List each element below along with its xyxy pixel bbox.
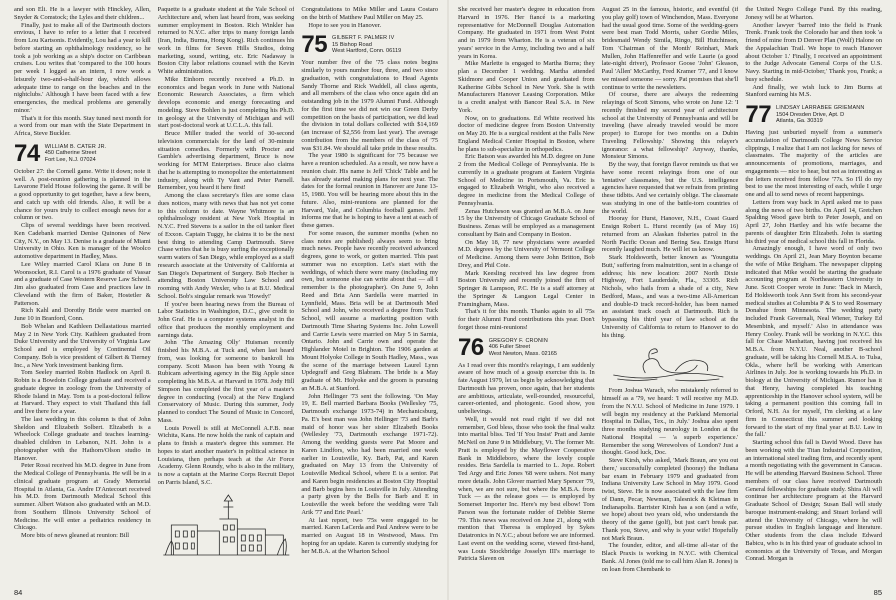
swan-sketch-drawing — [602, 343, 739, 383]
paragraph: As I read over this month's relayings, I am suddenly aware of how much of a gossip exercise this is. In fate August 1979, let us begin by acknowledging that Dartmouth has proven, once again, that her students are ambitious, articulate, well-rounded, resourceful, career-oriented, and photogenic. Good show, you unbelievings. — [458, 361, 595, 415]
paragraph: Mike Einhorn recently received a Ph.D. in economics and began work in June with National Economic Research Associates, a firm which develops economic and energy forecasting and modeling. Steve Bohlen is just completing his Ph.D. in geology at the University of Michigan and will start post-doctoral work at U.C.L.A. this fall. — [157, 75, 295, 130]
page-number-left: 84 — [14, 588, 23, 597]
paragraph: The founder, editor, and all-time all-star of the Black Praxis is working in N.Y.C. with Chemical Bank. Al Jones (told me to call him Alan R. Jones) is on loan from Chembank to — [601, 542, 739, 573]
right-page — [448, 0, 896, 600]
class-year-number: 76 — [458, 333, 484, 361]
secretary-city: West Hartford, Conn. 06119 — [332, 48, 402, 55]
class-entry-74 — [14, 139, 151, 167]
paragraph: She received her master's degree in education from Harvard in 1976. Her fiancé is a marketing representative for McDonnell Douglas Automation Company. He graduated in 1971 from West Point and in 1979 from Wharton. He is a veteran of six years' service in the Army, including two and a half years in Korea. — [458, 6, 595, 60]
right-column-3 — [745, 6, 882, 592]
paragraph: Rich Kahl and Dorothy Bride were married on June 10 in Branford, Conn. — [14, 307, 151, 322]
paragraph: That's it for this month. Thanks again to all '75s for their Alumni Fund contributions this year. Don't forget those mini-reunions! — [458, 308, 595, 331]
paragraph: Mark Keesling received his law degree from Boston University and recently joined the firm of Springer & Lampson, P.C. He is a staff attorney at the Springer & Langson Legal Center in Framingham, Mass. — [458, 269, 595, 308]
paragraph: Steve Kirsh, who asked, 'Mark Braun, are you out there,' successfully completed (hooray) the Indiana bar exam in February 1979 and graduated from Indiana University Law School in May 1979. Good twist, Steve. He is now associated with the law firm of Dann, Pecar, Newman, Talesnick & Kleiman in Indianapolis. Barrister Kirsh has a son (and a wife, we hope) about two years old, who understands the theory of the game (golf), but just can't break par. Thank you, Steve, and why is your wife! Hopefully not Mark Braun. — [601, 457, 739, 542]
secretary-street: 450 Catherine Street — [44, 150, 97, 157]
paragraph: Your number five of the '75 class notes begins similarly to yours number four, three, and two since graduation, with congratulations to Head Agents Sandy Thorne and Rick Waddell, all class agents, and all members of the class who once again did an outstanding job in the 1979 Alumni Fund. Although for the first time we did not win our Green Derby competition on the basis of participation, we did lead the division in total dollars collected with $14,169 (an increase of $2,556 from last year). The average contribution from the members of the class of '75 was $31.84. We should all take pride in these results. — [301, 59, 439, 152]
paragraph: Amazingly enough, I have word of only two weddings. On April 21, Jean Mary Boynton became the wife of Mike Brigham. The newspaper clipping indicated that Mike would be starting the graduate accounting program at Northeastern University in June. Scott Cooper wrote in June: 'Back in March, Ed Holdsworth took Ann Swit from his second-year medical studies at Columbia P & S to wed Rosemary Donahue from Minnesota. The wedding party included Frank Governali, Neal Wiener, Turkey Ed Mesenbink, and myself.' Also in attendance was Henry Cooley. Frank will be working in N.Y.C. this fall for Chase Manhattan, having just received his M.B.A. from N.Y.U. Neal, another B-school graduate, will be taking his Cornell M.B.A. to Tulsa, Okla., where he'll be working with American Airlines in July. Joe is working towards his Ph.D. in biology at the University of Michigan. Rumor has it that Henry, having completed his teaching apprenticeship in the Hanover school system, will be taking a permanent position this coming fall in Orford, N.H. As for myself, I'm clerking at a law firm in Connecticut this summer and looking forward to the start of my final year at B.U. Law in the fall.' — [745, 245, 883, 439]
paragraph: By the way, that foreign flavor reminds us that we have some recent relayings from one of our 'tentative' classmates, but the U.S. intelligence agencies have requested that we refrain from printing these tidbits. And we certainly oblige. The classmate was studying in one of the battle-torn countries of the world. — [601, 161, 739, 215]
paragraph: The year 1980 is significant for '75 because we have a reunion scheduled. As a result, we now have a reunion chair. His name is Jeff 'Chick' Table and he has already started making plans for next year. The dates for the formal reunion in Hanover are June 13-15, 1980. You will be hearing more about this in the future. Also, mini-reunions are planned for the Harvard, Yale, and Columbia football games. Jeff informs me that he is hoping to have a tent at each of these games. — [301, 152, 439, 229]
paragraph: More bits of news gleaned at reunion: Bill — [21, 532, 130, 539]
paragraph: Well, it would not read right if we did not remember, God bless, those who took the final waltz into marital bliss. Ted 'If You Insist' Pratt and Jamie McNeil on June 9 in Middlebury, Vt. The former Mr. Pratt is employed by the Mayflower Cooperative Bank in Middleboro, where the lovely couple resides. Bria Sardella is married to L. Jope. Robert Ted Argy and Eric Jones '68 were ushers. Not many more details. John Glover married Mary Spencer '79, when, we are not sure, but where the M.B.A. from Tuck — as the release goes — is employed by Somerset Importer Inc. Here's my best elbow! Tom Parson was the fortunate rudder of Debbie Sterne '79. This news was received on June 21, along with mention that Theresa is employed by Sykes Datatronics in N.Y.C.; about before we are informed. Last event on the wedding scene, viewed first-hand, was Louis Stockbridge Josselyn III's marriage to Patricia Slaven on — [458, 415, 595, 563]
paragraph: Starting school this fall is David Wood. Dave has been working with the Titan Industrial Corporation, an international steel trading firm, and recently spent a month negotiating with the government in Caracas. He will be attending Harvard Business School. Three members of our class have received Dartmouth General fellowships for graduate study. Shira Ali will continue her architecture program at the Harvard Graduate School of Design; Susan Ball will study baroque instrument-making; and Stuart Iorland will attend the University of Chicago, where he will pursue studies in English language and literature. Other students from the class include Edward Babicu, who is in his third year of graduate school in economics at the University of Texas, and Morgan Conrad. Morgan is — [745, 439, 883, 563]
left-column-1 — [14, 6, 151, 592]
paragraph: Bruce Miller traded the world of 30-second television commercials for the land of 30-minute situation comedies. Formerly with Procter and Gamble's advertising department, Bruce is now working for MTM Enterprises. Bruce also claims that he is attempting to monopolize the entertainment industry, along with Ty Vant and Peter Parnell. Remember, you heard it here first! — [157, 130, 295, 192]
paragraph: That's it for this month. Stay tuned next month for a word from our man with the State Department in Africa, Steve Buckler. — [14, 114, 151, 137]
paragraph: Finally, just to make all of the Dartmouth doctors envious, I have to refer to a letter that I received from Lou Kartsonis. Evidently, Lou had a year to kill before starting an ophthalmology residency, so he took a job working as a ship's doctor on Caribbean cruises. Lou writes that 'compared to the 100 hours per week I logged as an intern, I now work a leisurely two-and-a-half-hour day, which allows adequate time to range on the beaches and in the nightclubs.' Although I have been faced with a few emergencies, the medical problems are generally minor.' — [14, 21, 151, 114]
secretary-name: WILLIAM B. CATER JR. — [44, 143, 107, 150]
secretary-city: Atlanta, Ga. 30319 — [776, 118, 823, 125]
right-column-1 — [458, 6, 595, 592]
secretary-city: Fort Lee, N.J. 07024 — [44, 156, 96, 163]
paragraph: August 25 in the famous, historic, and eventful (if you play golf) town of Winchendon, Mass. Everyone had the usual good time. Some of the wedding-goers were best man Todd Morris, usher Gordie Miles, bridesmaid Wendy Simila, Ringo, Bill Hutchinson, Tom 'Chairman of the Month' Reinhart, Mark Mullen, John Haffenreffer and wife Laurie (a good late-night driver), Professor Goose 'John' Gleason, Paul 'Allen' McCarthy, Fred Kramer '77, and I know we missed someone — sorry. Pat promises that she'll continue to write the newsletters. — [601, 6, 739, 91]
secretary-name: GREGORY F. CRONIN — [488, 337, 548, 344]
swan-sketch-illustration — [602, 343, 739, 383]
paragraph: Congratulations to Mike Miller and Laura Costaro on the birth of Matthew Paul Miller on May 25. — [301, 6, 439, 21]
paragraph: Mike Marlette is engaged to Martha Burns; they plan a December 1 wedding. Martha attended Skidmore and Cooper Union and graduated from Katherine Gibbs School in New York. She is with Manufacturers Hanover Leasing Corporation. Mike is a credit analyst with Bancor Real S.A. in New York. — [458, 60, 595, 114]
paragraph: On May 18, 77 new physicians were awarded M.D. degrees by the University of Vermont College of Medicine. Among them were John Britton, Bob Drey, and Phil Cote. — [458, 238, 595, 269]
paragraph: Among the class secretary's files are some class dues notices, many with news that has not yet come to this column to date. Wayne Whitmore is an ophthalmology resident at New York Hospital in N.Y.C. Fred Stevens is a sailor in the oil tanker fleet of Exxon. Captain Tuggy, he claims it to be the next best thing to attending Camp Dartmouth. Steve Chase writes that he is busy surfing the exceptionally warm waters of San Diego, while employed as a staff research associate at the University of California at San Diego's Department of Surgery. Bob Hecher is attending Boston University Law School and rooming with Andy Wexler, who is at B.U. Medical School. Bob's singular remark was 'Howdy!' — [157, 192, 295, 300]
secretary-street: 406 Fuller Street — [488, 344, 531, 351]
class-year-number: 74 — [14, 139, 40, 167]
right-column-2 — [602, 6, 739, 592]
paragraph: Eric Batson was awarded his M.D. degree on June 2 from the Medical College of Pennsylvania. He is currently in a graduate program at Eastern Virginia School of Medicine in Portsmouth, Va. Eric is engaged to Elizabeth Wright, who also received a degree in medicine from the Medical College of Pennsylvania. — [458, 153, 595, 207]
building-sketch-illustration — [158, 491, 295, 561]
secretary-name: LINDSAY LARRABEE GRIEMANN — [776, 105, 865, 111]
paragraph: At last report, two '75s were engaged to be married. Karen LaCerda and Paul Andrew were to be married on August 18 in Westwood, Mass. I'm hoping for an update. Karen is currently studying for her M.B.A. at the Wharton School — [301, 516, 439, 555]
class-secretary-address — [332, 34, 401, 55]
paragraph: Lee Wiley married Carol Klara on June 8 in Woonsocket, R.I. Carol is a 1976 graduate of Vassar and a graduate of Case Western Reserve Law School. Jim also graduated from Case and practices law in Cleveland with the firm of Baker, Hostetler & Patterson. — [14, 260, 151, 307]
class-secretary-address — [45, 143, 107, 164]
left-column-3 — [301, 6, 438, 592]
paragraph: If you've been hearing news from the Bureau of Labor Statistics in Washington, D.C., give credit to John Graf. He is a computer systems analyst in the office that produces the monthly employment and earnings data. — [157, 300, 295, 339]
paragraph: Hope to see you in Hanover. — [308, 21, 382, 29]
building-sketch-drawing — [158, 491, 295, 561]
secretary-street: 1504 Dresden Drive, Apt. D — [776, 111, 845, 118]
class-entry-77 — [745, 101, 882, 128]
class-entry-76 — [458, 333, 595, 361]
paragraph: Stark Holdsworth, better known as 'Youngutta Butt,' suffering from malnutrition, sent in a change of address; his new location: 2007 North Dixie Highway, Fort Lauderdale, Fla., 33305. Rich Nichols, who hails from a shade of a city, New Bedford, Mass., and was a two-time All-American and double-D track record-holder, has been named an assistant track coach at Dartmouth. Rich is bypassing his third year of law school at the University of California to return to Hanover to do his thing. — [601, 254, 739, 339]
class-year-number: 75 — [301, 31, 328, 59]
paragraph: and son Eli. He is a lawyer with Hinckley, Allen, Snyder & Comstock; the Lyles and their children... — [14, 6, 151, 21]
paragraph: Hooray for Hurst, Hanover, N.H., Coast Guard Ensign Robert L. Hurst recently (as of May 16) returned from an Alaskan fisheries patrol in the North Pacific Ocean and Bering Sea. Ensign Hurst recently laughed much. He will let us know. — [601, 215, 739, 254]
paragraph: Bob Whelan and Kathleen Dellastatious married May 2 in New York City. Kathleen graduated from Duke University and the University of Virginia Law School and is employed by Continental Oil Company. Bob is vice president of Gilbert & Tierney Inc., a New York investment banking firm. — [14, 322, 151, 369]
paragraph: Now, on to graduations. Ed White received his doctor of medicine degree from Boston University on May 20. He is a surgical resident at the Falls New England Medical Center Hospital in Boston, where he plans to sub-specialize in orthopedics. — [458, 114, 595, 153]
paragraph: For some reason, the summer months (when no class notes are published) always seem to bring much news. People have recently received advanced degrees, gone to work, or gotten married. This past summer was no exception. Let's start with the weddings, of which there were many (including my own, but someone else can write about that — all I remember is the photographer). On June 9, John Reed and Bria Ann Sardella were married in Lynnfield, Mass. Bria will be at Dartmouth Med School and John, who received a degree from Tuck School, will assume a marketing position with Dartmouth Time Sharing Systems Inc. John Lowell and Carrie Lewis were married on May 5 in Sarnia, Ontario. John and Carrie own and operate the Highlander Motel in Brighton. The 1906 garden at Mount Holyoke College in South Hadley, Mass., was the scene of the marriage between Laurel Lynn Updegraff and Greg Blabram. The bride is a May graduate of Mt. Holyoke and the groom is pursuing an M.B.A. at Stanford. — [301, 229, 439, 392]
paragraph: Tom Seeley married Robin Hadlock on April 8. Robin is a Bowdoin College graduate and received a graduate degree in zoology from the University of Rhode Island in May. Tom is a post-doctoral fellow at Harvard. They expect to visit Thailand this fall and live there for a year. — [14, 369, 151, 415]
class-year-number: 77 — [745, 101, 772, 128]
secretary-street: 15 Bishop Road — [332, 41, 372, 48]
paragraph: October 27: the Cornell game. Write it down; note it well. A post-reunion gathering is planned in the Lavarone Field House following the game. It will be a good opportunity to get together, have a few beers, and catch up with old friends. Also, it will be a chance for yours truly to collect enough news for a column or two. — [14, 167, 151, 222]
paragraph: Of course, there are always the redeeming relayings of Scott Simons, who wrote on June 12: 'I recently finished my second year of architecture school at the University of Pennsylvania and will be traveling (have already traveled would be more proper) to Europe for two months on a Dubin Traveling Fellowship.' Showing this relayer's ignorance: a what fellowship? Anyway, thanks, Monsieur Simons. — [601, 91, 739, 161]
paragraph: Louis Powell is still at McConnell A.F.B. near Wichita, Kans. He now holds the rank of captain and plans to finish a master's degree this summer. He hopes to start another master's in political science in Louisiana, then perhaps teach at the Air Force Academy. Glenn Roundy, who is also in the military, is now a captain at the Marine Corps Recruit Depot on Parris Island, S.C. — [157, 424, 295, 486]
paragraph: the United Negro College Fund. By this reading, Jonesy will be at Wharton. — [745, 6, 883, 21]
page-number-right: 85 — [873, 588, 882, 597]
paragraph: Another lawyer 'barred' into the field is Frank Trenk. Frank took the Colorado bar and then took 'a friend of mine from D Denver Plan (Wolf) Halone on the Appalachian Trail. We hope to reach Hanover about October 1.' Finally, I received an appointment to the Judge Advocate General Corps of the U.S. Navy. Starting in mid-October,' Thank you, Frank; a busy schedule. — [745, 21, 883, 83]
paragraph: Peter Rossi received his M.D. degree in June from the Medical College of Pennsylvania. He will be in a clinical graduate program at Grady Memorial Hospital in Atlanta, Ga. Andre D'Antecourt received his M.D. from Dartmouth Medical School this summer. Albert Watson also graduated with an M.D. from Southern Illinois University School of Medicine. He will enter a pediatrics residency in Chicago. — [14, 462, 151, 532]
class-secretary-address — [776, 104, 864, 125]
paragraph: Zenas Hutcheson was granted an M.B.A. on June 15 by the University of Chicago Graduate School of Business. Zenas will be employed as a management consultant by Bain and Company in Boston. — [458, 207, 595, 238]
left-column-2 — [158, 6, 295, 592]
paragraph: From Joshua Warach, who mistakenly referred to himself as a '79, we heard: 'I will receive my M.D. from the N.Y.U. School of Medicine in June 1979. I will begin my residency at the Parkland Memorial Hospital in Dallas, Tex., in July.' Joshua also spent three months studying neurology in London at the National Hospital — 'a superb experience.' Remember the song Werewolves of London? Just a thought. Good luck, Doc. — [601, 387, 739, 457]
paragraph: Paquette is a graduate student at the Yale School of Architecture and, when last heard from, was seeking summer employment in Boston. Rich Winkler has returned to N.Y.C. after trips to many foreign lands (Iran, India, Burma, Hong Kong). Rich continues his work in films for Seven Hills Studios, doing marketing, sound, writing, etc. Eric Nadaway is Boston City labor relations counsel with the Kevin White administration. — [157, 6, 295, 75]
class-secretary-address — [489, 337, 557, 358]
secretary-city: West Newton, Mass. 02165 — [488, 350, 557, 357]
paragraph: Having just unburied myself from a summer's accumulation of Dartmouth College News Service clippings, I realize that I am not lacking for news of classmates. The majority of the articles are announcements of promotions, marriages, and engagements — nice to hear, but not as interesting as the letters received from fellow '77s. So I'll do my best to use the most interesting of each, while I urge one and all to send news of recent happenings. — [745, 129, 883, 198]
paragraph: And finally, we wish luck to Jim Burns at Stanford earning his M.S. — [745, 83, 883, 99]
paragraph: Clips of several weddings have been received. Ken Cadebank married Denise Quinones of New City, N.Y., on May 13. Denise is a graduate of Miami University in Ohio. Ken is manager of the Woolco automotive department in Hadley, Mass. — [14, 222, 151, 260]
secretary-name: GILBERT F. PALMER IV — [332, 35, 395, 42]
paragraph: Letters from way back in April asked me to pass along the news of two births. On April 14, Gretchen Spalding Wood gave birth to Peter Joseph, and on April 27, John Hartley and his wife became the parents of daughter Erin Elizabeth. John is starting his third year of medical school this fall in Florida. — [745, 198, 883, 245]
paragraph: John Hellinger '73 sent the following. 'On May 19, E. Bell married Barbara Books (Wellesley '75, Dartmouth exchange 1973-74) in Mechanicsburg, Pa. E's best man was John Hellinger '73 and Barb's maid of honor was her sister Elizabeth Books (Wellesley '73, Dartmouth exchange 1971-72). Among the wedding guests were Pat Moore and Karen Lindfors, who had been married one week earlier in Louisville, Ky. Barb, Pat, and Karen graduated on May 13 from the University of Louisville Medical School, where E is a senior. Pat and Karen begin residencies at Boston City Hospital and Barb begins hers in Louisville in July. Attending a party given by the Bells for Barb and E in Louisville the week before the wedding were Tali Arik '77 and Eric Pearl.' — [301, 392, 439, 516]
paragraph: The last wedding in this column is that of John Sheldon and Elizabeth Solbert. Elizabeth is a Wheelock College graduate and teaches learning-disabled children in Lebanon, N.H. John is a photographer with the Hathorn/Olson studio in Hanover. — [14, 415, 151, 462]
class-entry-75 — [301, 31, 438, 59]
paragraph: John 'The Amazing Olly' Huisman recently finished his M.B.A. at Tuck and, when last heard from, was looking for someone to bankroll his company. Scott Mason has been with Young & Rubicam advertising agency in the Big Apple since completing his M.B.A. at Harvard in 1978. Jody Hill Simpson has completed the first year of a master's degree in conducting (vocal) at the New England Conservatory of Music. During this summer, Jody planned to conduct The Sound of Music in Concord, Mass. — [157, 339, 295, 424]
